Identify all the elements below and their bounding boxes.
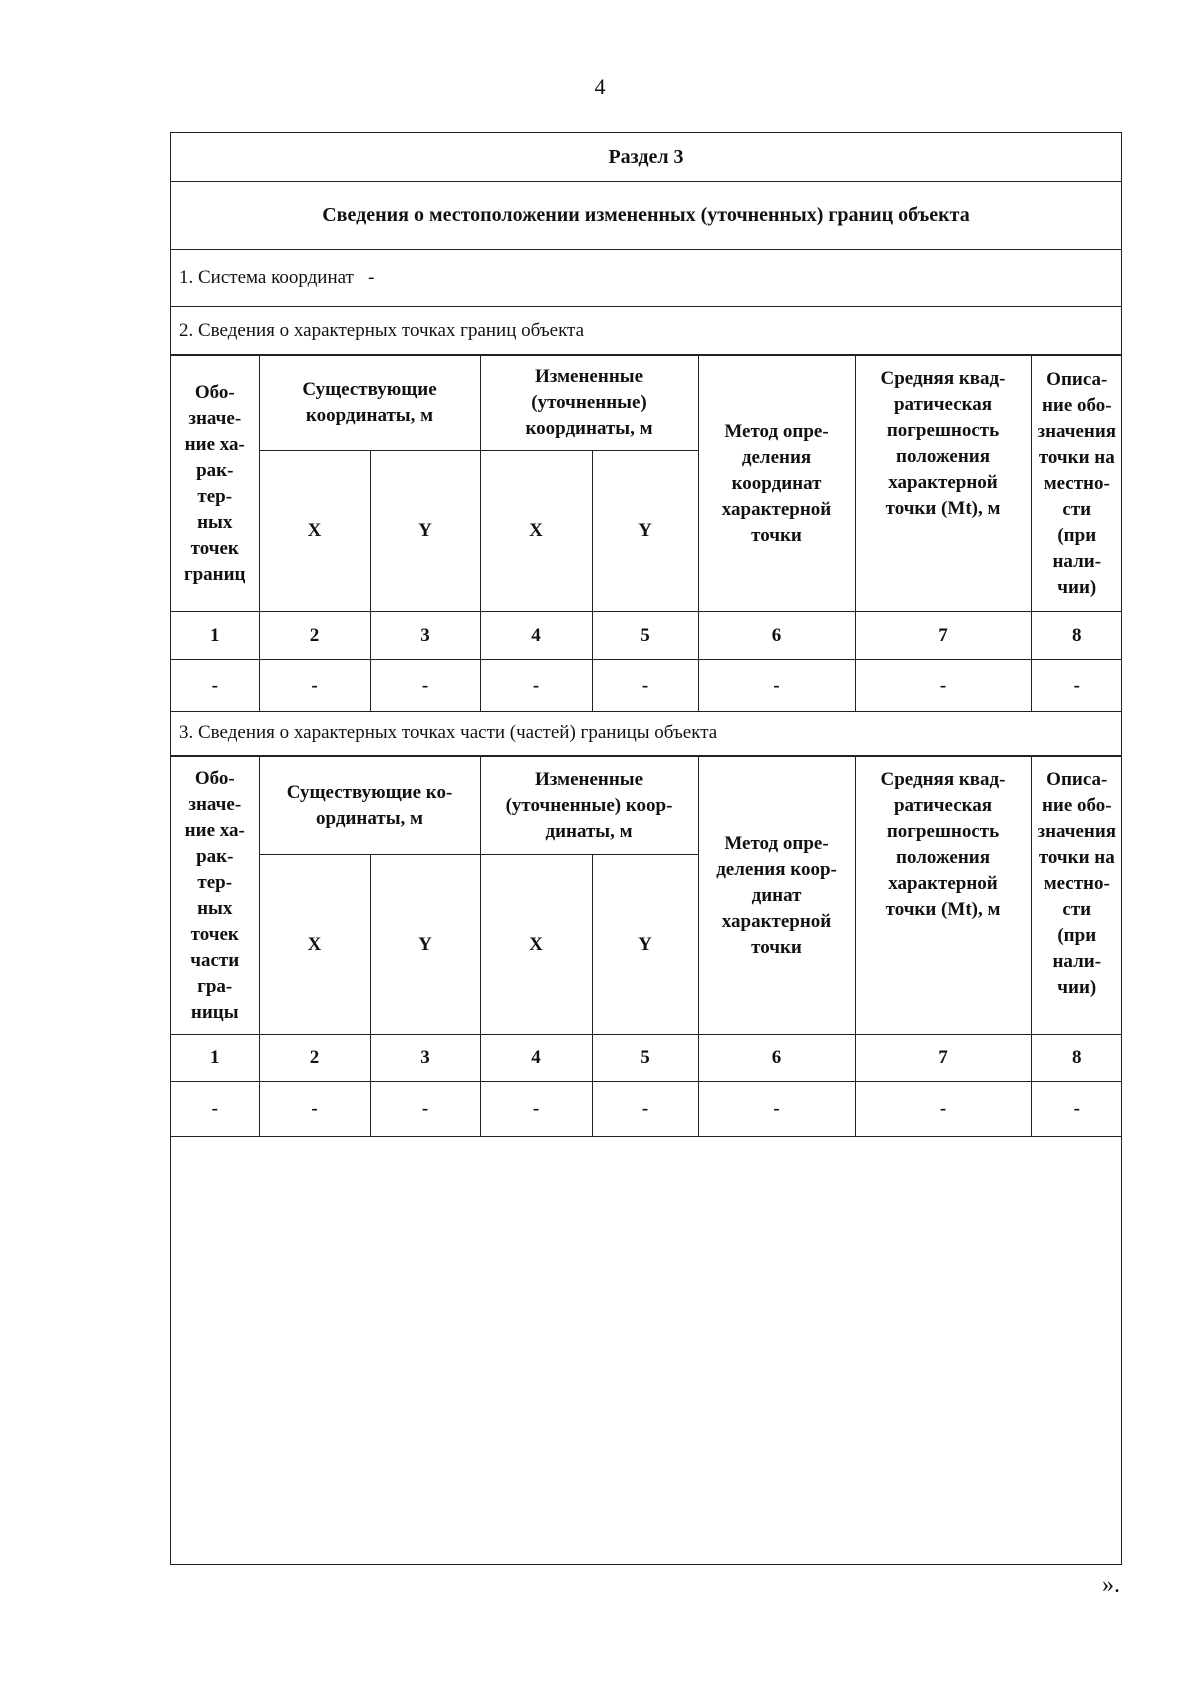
table2-x-changed: X — [480, 855, 592, 1035]
coordinate-system-row — [171, 250, 1121, 307]
table2-num-2: 2 — [259, 1035, 370, 1082]
table1-characteristic-points — [171, 355, 1122, 712]
table1-val-3: - — [370, 660, 480, 712]
table1-val-1: - — [171, 660, 259, 712]
table1-num-2: 2 — [259, 612, 370, 660]
coordinate-system-text: 1. Система координат - — [179, 267, 375, 288]
table2-method-header: Метод опре- деления коор- динат характерной точки — [698, 757, 855, 1035]
table1-existing-coords-header: Существующие координаты, м — [259, 356, 480, 451]
table2-description-header: Описа- ние обо- значения точки на местно- сти (при нали- чии) — [1031, 757, 1122, 1035]
table1-num-1: 1 — [171, 612, 259, 660]
table1-num-3: 3 — [370, 612, 480, 660]
closing-mark: ». — [1102, 1572, 1120, 1598]
table2-number-row — [171, 1035, 1122, 1082]
table1-num-5: 5 — [592, 612, 698, 660]
table1-num-4: 4 — [480, 612, 592, 660]
table1-x-existing: X — [259, 451, 370, 612]
table1-method-header: Метод опре- деления координат характерной точки — [698, 356, 855, 612]
table1-value-row — [171, 660, 1122, 712]
table2-part-points — [171, 756, 1122, 1137]
table1-error-header: Средняя квад- ратическая погрешность положения характерной точки (Mt), м — [855, 356, 1031, 612]
table2-val-5: - — [592, 1082, 698, 1137]
table1-val-2: - — [259, 660, 370, 712]
table1-num-7: 7 — [855, 612, 1031, 660]
table2-caption: 3. Сведения о характерных точках части (частей) границы объекта — [171, 711, 1121, 756]
table2-num-7: 7 — [855, 1035, 1031, 1082]
table1-description-header: Описа- ние обо- значения точки на местно- сти (при нали- чии) — [1031, 356, 1122, 612]
table2-x-existing: X — [259, 855, 370, 1035]
table2-val-3: - — [370, 1082, 480, 1137]
table1-val-4: - — [480, 660, 592, 712]
table2-num-4: 4 — [480, 1035, 592, 1082]
table1-y-existing: Y — [370, 451, 480, 612]
table2-num-5: 5 — [592, 1035, 698, 1082]
table1-y-changed: Y — [592, 451, 698, 612]
table1-val-6: - — [698, 660, 855, 712]
table2-num-3: 3 — [370, 1035, 480, 1082]
table2-num-6: 6 — [698, 1035, 855, 1082]
empty-area — [171, 1136, 1121, 1564]
table2-y-changed: Y — [592, 855, 698, 1035]
table1-col1-header: Обо- значе- ние ха- рак- тер- ных точек границ — [171, 356, 259, 612]
table2-val-6: - — [698, 1082, 855, 1137]
table1-val-5: - — [592, 660, 698, 712]
table1-num-8: 8 — [1031, 612, 1122, 660]
table2-error-header: Средняя квад- ратическая погрешность положения характерной точки (Mt), м — [855, 757, 1031, 1035]
table1-num-6: 6 — [698, 612, 855, 660]
table2-val-4: - — [480, 1082, 592, 1137]
table2-val-1: - — [171, 1082, 259, 1137]
table2-val-8: - — [1031, 1082, 1122, 1137]
table1-number-row — [171, 612, 1122, 660]
table2-val-2: - — [259, 1082, 370, 1137]
table2-value-row — [171, 1082, 1122, 1137]
table2-col1-header: Обо- значе- ние ха- рак- тер- ных точек части гра- ницы — [171, 757, 259, 1035]
table1-caption: 2. Сведения о характерных точках границ объекта — [171, 307, 1121, 355]
table1-val-8: - — [1031, 660, 1122, 712]
section-frame — [170, 132, 1122, 1565]
table2-num-1: 1 — [171, 1035, 259, 1082]
table2-y-existing: Y — [370, 855, 480, 1035]
table1-changed-coords-header: Измененные (уточненные) координаты, м — [480, 356, 698, 451]
page-number: 4 — [594, 74, 606, 99]
section-title: Раздел 3 — [171, 133, 1121, 182]
table2-existing-coords-header: Существующие ко- ординаты, м — [259, 757, 480, 855]
table2-changed-coords-header: Измененные (уточненные) коор- динаты, м — [480, 757, 698, 855]
table1-val-7: - — [855, 660, 1031, 712]
table2-val-7: - — [855, 1082, 1031, 1137]
section-subtitle: Сведения о местоположении измененных (уточненных) границ объекта — [171, 182, 1121, 250]
table2-num-8: 8 — [1031, 1035, 1122, 1082]
table1-x-changed: X — [480, 451, 592, 612]
